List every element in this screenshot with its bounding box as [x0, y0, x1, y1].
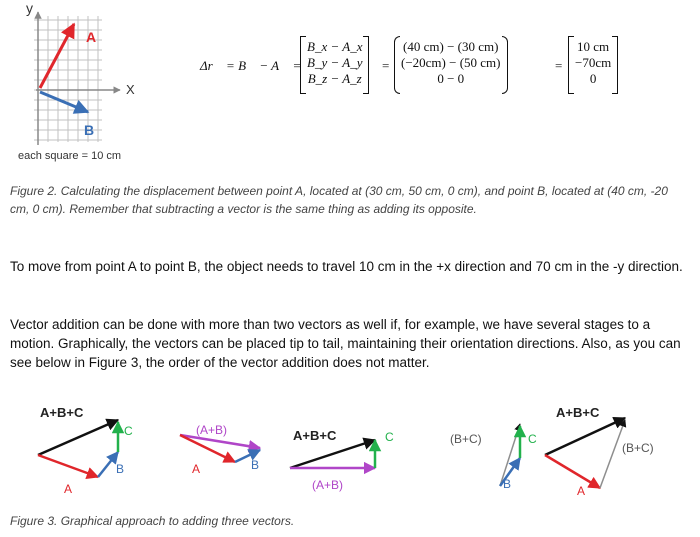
d5-bc-label: (B+C) — [622, 441, 654, 455]
d5-sum-arrow — [545, 418, 625, 455]
d1-b-arrow — [98, 452, 118, 477]
matrix-substituted-x: (40 cm) − (30 cm) — [403, 39, 499, 54]
d5-a-arrow — [545, 455, 600, 488]
matrix-symbolic-z: B_z − A_z — [307, 71, 362, 86]
d5-sum-label: A+B+C — [556, 405, 600, 420]
matrix-result-y: −70cm — [575, 55, 612, 70]
d3-ab-label: (A+B) — [312, 478, 344, 492]
matrix-substituted — [394, 36, 508, 94]
d4-bc-label: (B+C) — [450, 432, 482, 446]
matrix-symbolic-x: B_x − A_x — [307, 39, 363, 54]
d1-a-arrow — [38, 455, 98, 477]
d1-b-label: B — [116, 462, 125, 476]
figure3-diagram-5 — [545, 418, 625, 488]
scale-note: each square = 10 cm — [18, 150, 122, 162]
vector-a-arrow — [40, 24, 74, 88]
d2-ab-label: (A+B) — [196, 423, 228, 437]
d5-a-label: A — [577, 484, 586, 498]
d1-a-label: A — [64, 482, 73, 496]
figure2-caption: Figure 2. Calculating the displacement between point A, located at (30 cm, 50 cm, 0 cm), and point B, located at (40 cm, -20 cm, 0 cm). Remember that subtracting a vector is the same thing as adding its opposite. — [10, 184, 668, 216]
equals-sign-1: = — [382, 58, 390, 73]
figure2-grid-svg — [0, 0, 160, 160]
d3-sum-label: A+B+C — [293, 428, 337, 443]
equation-lhs: Δr⃗ = B⃗ − A⃗ = — [200, 58, 302, 73]
d1-sum-label: A+B+C — [40, 405, 84, 420]
point-a-label: A — [86, 29, 97, 45]
figure2-diagram — [0, 0, 160, 160]
d2-a-label: A — [192, 462, 201, 476]
paragraph-vector-addition: Vector addition can be done with more than two vectors as well if, for example, we have several stages to a motion. Graphically, the vectors can be placed tip to tail, maintaining their orientation directions. Also, as you can see below in Figure 3, the order of the vector addition does not matter. — [10, 317, 681, 370]
equals-sign-2: = — [555, 58, 563, 73]
d2-b-label: B — [251, 458, 260, 472]
vector-b-arrow — [40, 92, 88, 112]
figure3-diagram-2 — [180, 435, 260, 462]
d3-c-label: C — [385, 430, 394, 444]
y-axis-label: y — [26, 0, 33, 16]
d4-c-label: C — [528, 432, 537, 446]
paragraph-displacement: To move from point A to point B, the object needs to travel 10 cm in the +x direction and 70 cm in the -y direction. — [10, 259, 683, 274]
x-axis-label: X — [126, 82, 135, 97]
matrix-result-z: 0 — [589, 71, 597, 86]
matrix-result-x: 10 cm — [577, 39, 610, 54]
matrix-result — [568, 36, 618, 94]
figure3-diagram-3 — [290, 440, 375, 468]
matrix-substituted-z: 0 − 0 — [437, 71, 465, 86]
point-b-label: B — [84, 122, 95, 138]
figure3-diagram-1 — [38, 420, 118, 477]
d1-c-label: C — [124, 424, 133, 438]
d3-sum-arrow — [290, 440, 375, 468]
matrix-symbolic-y: B_y − A_y — [307, 55, 363, 70]
d4-b-label: B — [503, 477, 512, 491]
matrix-substituted-y: (−20cm) − (50 cm) — [401, 55, 501, 70]
d1-sum-arrow — [38, 420, 118, 455]
matrix-symbolic — [300, 36, 369, 94]
figure3-caption: Figure 3. Graphical approach to adding three vectors. — [10, 514, 295, 528]
